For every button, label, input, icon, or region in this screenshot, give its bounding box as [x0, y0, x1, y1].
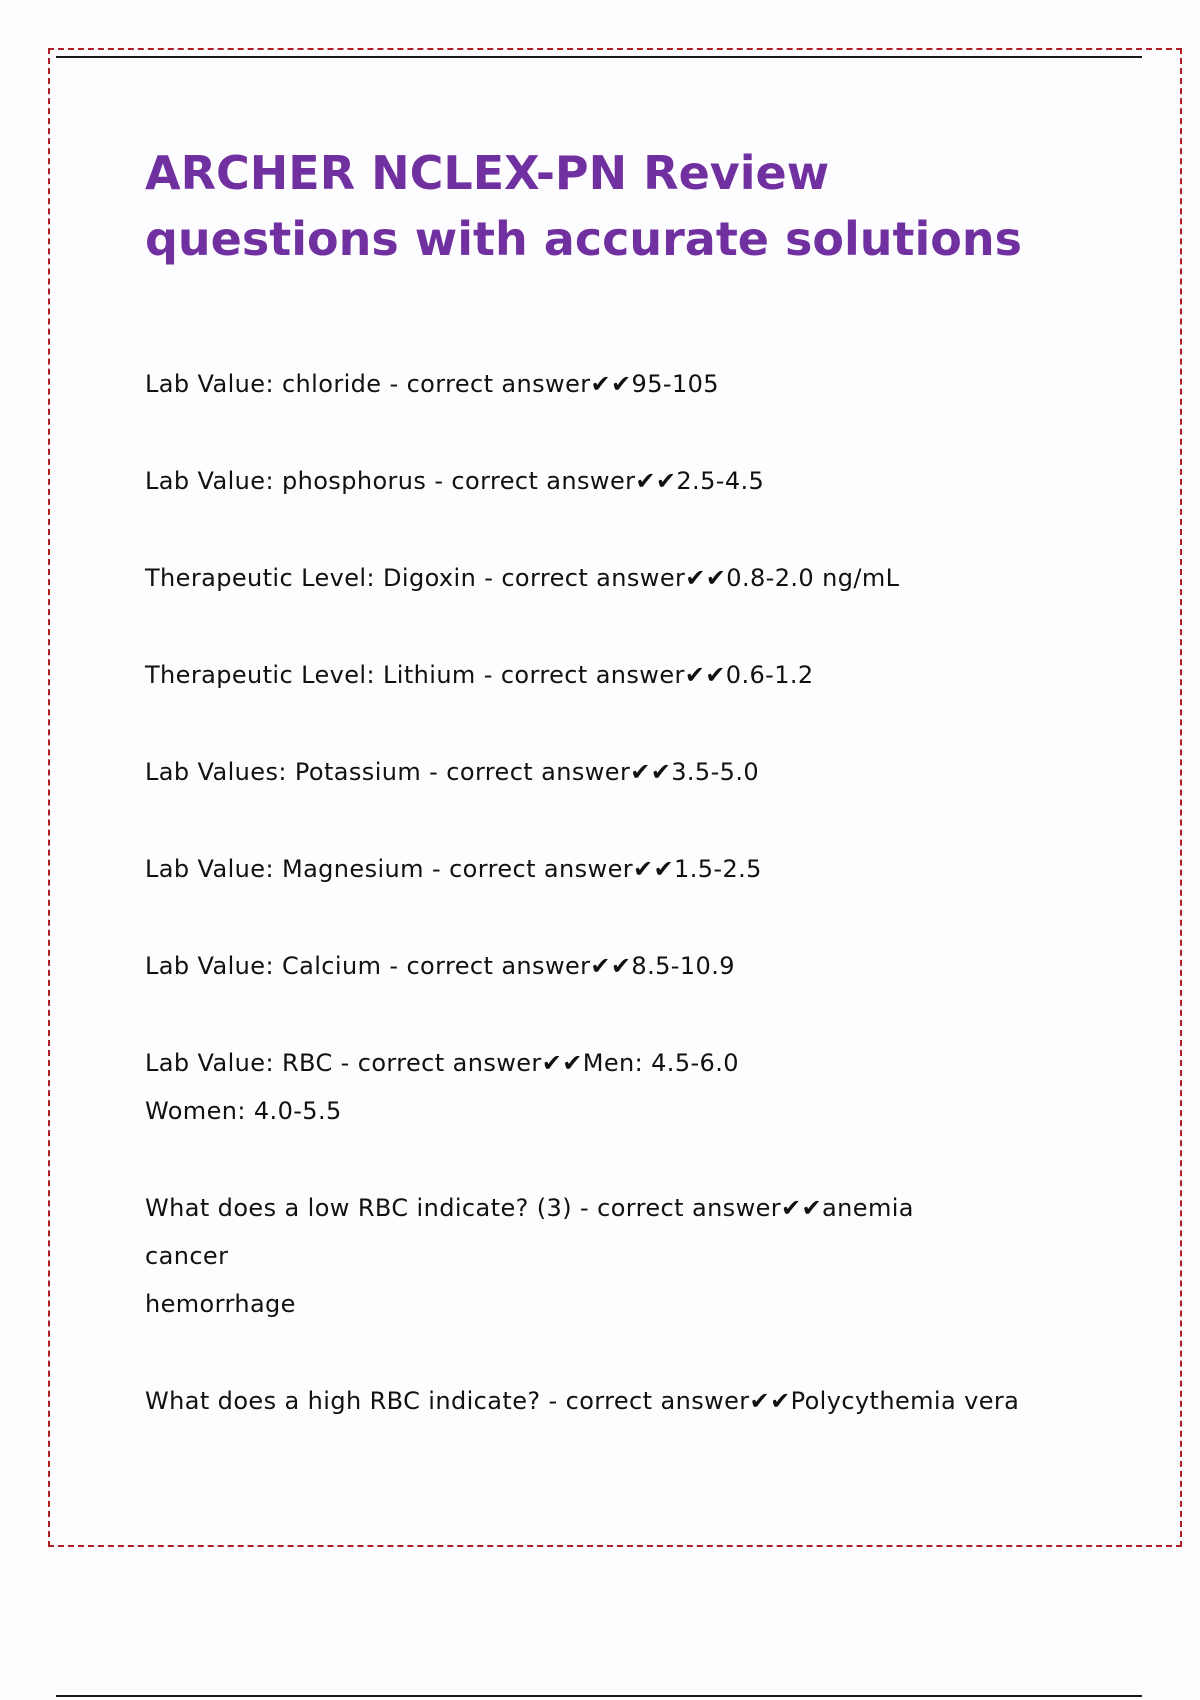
qa-text: Lab Value: Calcium - correct answer✔✔8.5-10.9	[145, 952, 735, 980]
qa-text: Lab Values: Potassium - correct answer✔✔3.5-5.0	[145, 758, 760, 786]
qa-text: Lab Value: chloride - correct answer✔✔95-105	[145, 370, 719, 398]
qa-list	[145, 360, 1065, 1425]
document-title	[145, 140, 1065, 272]
qa-text-continuation: hemorrhage	[145, 1290, 296, 1318]
qa-text: What does a low RBC indicate? (3) - correct answer✔✔anemia	[145, 1194, 914, 1222]
qa-item-magnesium	[145, 845, 1065, 893]
document-body	[145, 140, 1065, 1474]
qa-item-chloride	[145, 360, 1065, 408]
qa-text: Lab Value: phosphorus - correct answer✔✔2.5-4.5	[145, 467, 765, 495]
qa-item-digoxin	[145, 554, 1065, 602]
qa-text: Lab Value: RBC - correct answer✔✔Men: 4.5-6.0	[145, 1049, 739, 1077]
qa-item-potassium	[145, 748, 1065, 796]
qa-item-phosphorus	[145, 457, 1065, 505]
footer-rule	[56, 1695, 1142, 1697]
qa-text-continuation: Women: 4.0-5.5	[145, 1097, 342, 1125]
qa-item-high-rbc	[145, 1377, 1065, 1425]
qa-text: What does a high RBC indicate? - correct answer✔✔Polycythemia vera	[145, 1387, 1020, 1415]
title-line-1: ARCHER NCLEX-PN Review	[145, 146, 830, 200]
header-rule	[56, 56, 1142, 58]
qa-item-calcium	[145, 942, 1065, 990]
qa-text: Therapeutic Level: Digoxin - correct answer✔✔0.8-2.0 ng/mL	[145, 564, 900, 592]
qa-text: Therapeutic Level: Lithium - correct answer✔✔0.6-1.2	[145, 661, 814, 689]
qa-text-continuation: cancer	[145, 1242, 229, 1270]
qa-text: Lab Value: Magnesium - correct answer✔✔1.5-2.5	[145, 855, 762, 883]
qa-item-lithium	[145, 651, 1065, 699]
title-line-2: questions with accurate solutions	[145, 212, 1023, 266]
qa-item-low-rbc	[145, 1184, 1065, 1328]
qa-item-rbc	[145, 1039, 1065, 1135]
